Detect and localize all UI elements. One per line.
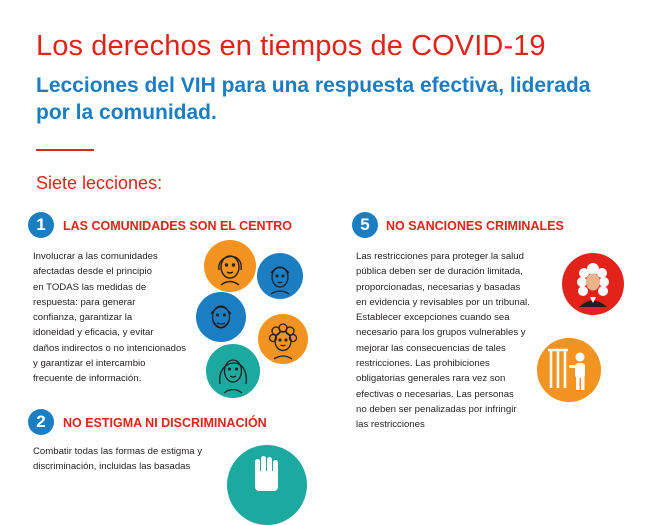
title-divider	[36, 149, 94, 151]
lesson-body-line: idoneidad y eficacia, y evitar	[33, 327, 154, 339]
section-heading: Siete lecciones:	[36, 173, 163, 193]
lesson-body-line: no deben ser penalizadas por infringir	[356, 403, 517, 415]
lesson-body-line: daños indirectos o no intencionados	[33, 342, 187, 354]
lesson-body-line: confianza, garantizar la	[33, 312, 133, 324]
curly-hair-face-icon	[258, 314, 308, 364]
lesson-body-line: en TODAS las medidas de	[33, 281, 147, 293]
page-subtitle: Lecciones del VIH para una respuesta efectiva, liderada por la comunidad.	[36, 74, 591, 124]
man-face-icon	[257, 253, 303, 299]
lesson-body-line: efectivas o necesarias. Las personas	[356, 388, 514, 400]
prison-bars-icon	[537, 338, 601, 402]
lesson-number-badge: 5	[352, 212, 378, 238]
stop-hand-icon	[227, 445, 307, 525]
lesson-body	[356, 249, 530, 433]
lesson-body-line: discriminación, incluidas las basadas	[33, 461, 191, 473]
lesson-body-line: pública deben ser de duración limitada,	[356, 266, 523, 278]
lesson-body-line: y garantizar el intercambio	[33, 358, 146, 370]
lesson-body-line: respuesta: para generar	[33, 296, 136, 308]
lesson-body-line: afectadas desde el principio	[33, 266, 152, 278]
lesson-body-line: obligatorias generales rara vez son	[356, 373, 506, 385]
lesson-body-line: Involucrar a las comunidades	[33, 251, 158, 262]
judge-icon	[562, 253, 624, 315]
lesson-heading: NO ESTIGMA NI DISCRIMINACIÓN	[63, 416, 267, 430]
lesson-heading: LAS COMUNIDADES SON EL CENTRO	[63, 219, 292, 233]
lesson-body	[33, 444, 202, 475]
lesson-body-line: Combatir todas las formas de estigma y	[33, 446, 203, 457]
lesson-body-line: Las restricciones para proteger la salud	[356, 251, 524, 262]
woman-face-icon	[204, 240, 256, 292]
lesson-body-line: las restricciones	[356, 419, 425, 431]
long-hair-face-icon	[206, 344, 260, 398]
lesson-body-line: en evidencia y revisables por un tribunal.	[356, 296, 530, 308]
lesson-body-line: proporcionadas, necesarias y basadas	[356, 281, 521, 293]
lesson-body	[33, 249, 186, 387]
lesson-number-badge: 2	[28, 409, 54, 435]
page-title: Los derechos en tiempos de COVID-19	[36, 30, 546, 62]
bearded-man-face-icon	[196, 292, 246, 342]
lesson-heading: NO SANCIONES CRIMINALES	[386, 219, 564, 233]
lesson-body-line: Establecer excepciones cuando sea	[356, 312, 510, 324]
lesson-body-line: necesario para los grupos vulnerables y	[356, 327, 526, 339]
lesson-number-badge: 1	[28, 212, 54, 238]
lesson-body-line: restricciones. Las prohibiciones	[356, 358, 490, 370]
lesson-body-line: frecuente de información.	[33, 373, 142, 385]
lesson-body-line: mejorar las consecuencias de tales	[356, 342, 506, 354]
